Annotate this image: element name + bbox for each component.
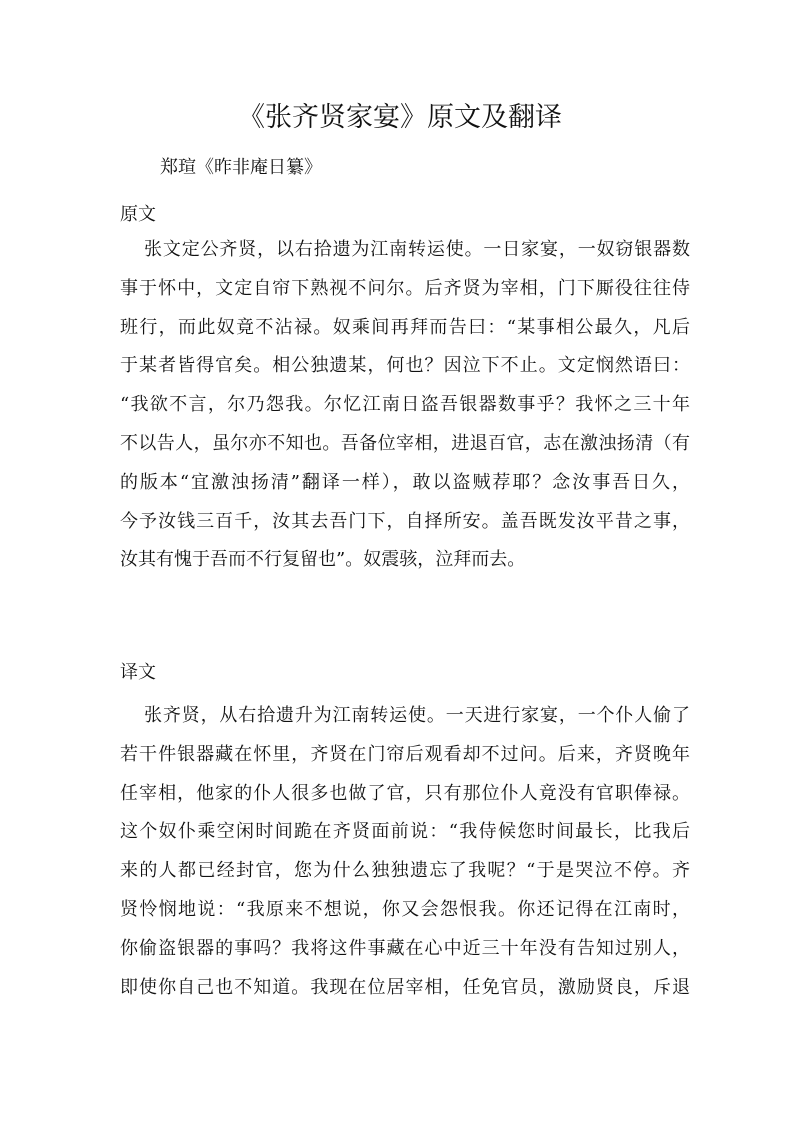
text-line: 于某者皆得官矣。相公独遗某，何也？因泣下不止。文定悯然语曰： bbox=[120, 355, 690, 377]
author-byline: 郑瑄《昨非庵日纂》 bbox=[160, 157, 322, 178]
text-line: 你偷盗银器的事吗？我将这件事藏在心中近三十年没有告知过别人， bbox=[120, 937, 690, 959]
text-line: 来的人都已经封官，您为什么独独遗忘了我呢？“于是哭泣不停。齐 bbox=[120, 860, 690, 882]
text-line: “我欲不言，尔乃怨我。尔忆江南日盗吾银器数事乎？我怀之三十年 bbox=[120, 394, 690, 416]
text-line: 今予汝钱三百千，汝其去吾门下，自择所安。盖吾既发汝平昔之事， bbox=[120, 510, 690, 532]
text-line: 汝其有愧于吾而不行复留也”。奴震骇，泣拜而去。 bbox=[120, 549, 526, 571]
text-line: 若干件银器藏在怀里，齐贤在门帘后观看却不过问。后来，齐贤晚年 bbox=[120, 743, 690, 765]
text-line: 即使你自己也不知道。我现在位居宰相，任免官员，激励贤良，斥退 bbox=[120, 976, 690, 998]
text-line: 的版本“宜激浊扬清”翻译一样），敢以盗贼荐耶？念汝事吾日久， bbox=[120, 471, 690, 493]
text-line: 班行，而此奴竟不沾禄。奴乘间再拜而告曰：“某事相公最久，凡后 bbox=[120, 316, 690, 338]
translation-text bbox=[120, 697, 690, 1007]
text-line: 这个奴仆乘空闲时间跪在齐贤面前说：“我侍候您时间最长，比我后 bbox=[120, 821, 690, 843]
text-line: 不以告人，虽尔亦不知也。吾备位宰相，进退百官，志在激浊扬清（有 bbox=[120, 432, 690, 454]
text-line: 贤怜悯地说：“我原来不想说，你又会怨恨我。你还记得在江南时， bbox=[120, 898, 690, 920]
text-line: 张文定公齐贤，以右拾遗为江南转运使。一日家宴，一奴窃银器数 bbox=[144, 239, 690, 260]
original-heading: 原文 bbox=[120, 204, 156, 225]
original-text bbox=[120, 231, 690, 580]
text-line: 任宰相，他家的仆人很多也做了官，只有那位仆人竟没有官职俸禄。 bbox=[120, 782, 690, 804]
page-title: 《张齐贤家宴》原文及翻译 bbox=[238, 102, 562, 133]
translation-heading: 译文 bbox=[120, 662, 156, 683]
text-line: 张齐贤，从右拾遗升为江南转运使。一天进行家宴，一个仆人偷了 bbox=[144, 705, 690, 726]
text-line: 事于怀中，文定自帘下熟视不问尔。后齐贤为宰相，门下厮役往往侍 bbox=[120, 277, 690, 299]
